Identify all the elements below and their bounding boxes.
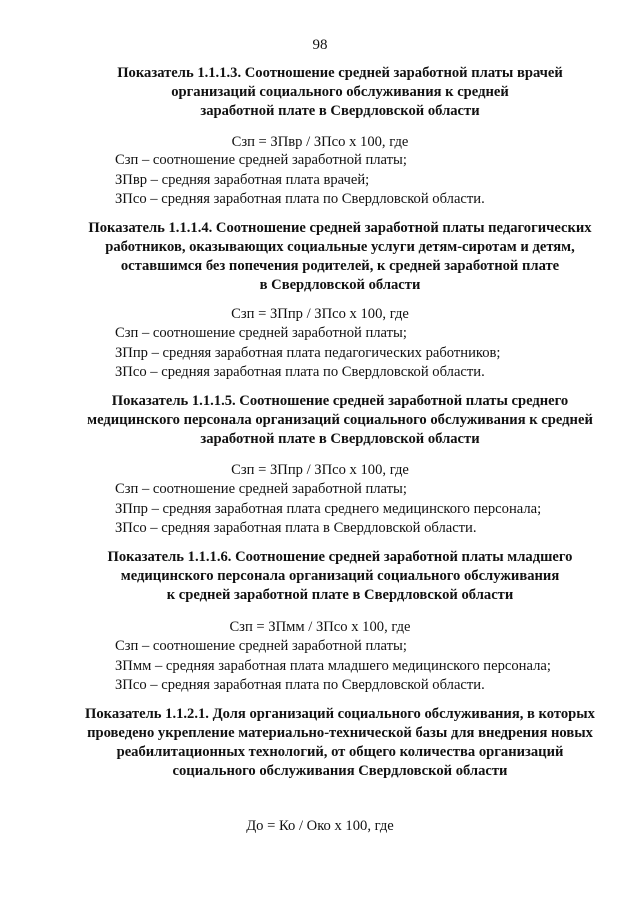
heading-line: проведено укрепление материально-технической базы для внедрения новых [87, 725, 593, 741]
definition-item: Сзп – соотношение средней заработной платы; [115, 325, 407, 341]
definition-item: ЗПсо – средняя заработная плата по Свердловской области. [115, 364, 485, 380]
definition-item: ЗПсо – средняя заработная плата в Свердловской области. [115, 520, 477, 536]
definition-item: ЗПпр – средняя заработная плата педагогических работников; [115, 344, 501, 361]
heading-line: в Свердловской области [259, 277, 421, 293]
page-number: 98 [312, 37, 328, 53]
heading-line: заработной плате в Свердловской области [200, 103, 480, 119]
indicator-heading-1-1-1-3 [70, 64, 610, 121]
definitions-list [115, 151, 485, 210]
definition-item: ЗПвр – средняя заработная плата врачей; [115, 171, 370, 188]
heading-line: оставшимся без попечения родителей, к средней заработной плате [120, 258, 560, 274]
heading-line: работников, оказывающих социальные услуги детям-сиротам и детям, [105, 239, 575, 255]
definition-item: ЗПсо – средняя заработная плата по Свердловской области. [115, 191, 485, 207]
heading-line: Показатель 1.1.1.3. Соотношение средней заработной платы врачей [117, 65, 563, 81]
indicator-heading-1-1-1-6 [70, 548, 610, 605]
heading-line: к средней заработной плате в Свердловской области [166, 587, 514, 603]
definition-item: ЗПпр – средняя заработная плата среднего медицинского персонала; [115, 500, 542, 517]
heading-line: Показатель 1.1.1.4. Соотношение средней заработной платы педагогических [88, 220, 592, 236]
heading-line: Показатель 1.1.1.6. Соотношение средней заработной платы младшего [107, 549, 573, 565]
formula: Сзп = ЗПвр / ЗПсо х 100, где [231, 134, 409, 150]
heading-line: Показатель 1.1.2.1. Доля организаций социального обслуживания, в которых [85, 706, 595, 722]
heading-line: реабилитационных технологий, от общего количества организаций [116, 744, 564, 760]
heading-line: медицинского персонала организаций социального обслуживания к средней [87, 412, 593, 428]
definitions-list [115, 637, 551, 696]
indicator-heading-1-1-2-1 [70, 705, 610, 781]
definition-item: Сзп – соотношение средней заработной платы; [115, 152, 407, 168]
indicator-heading-1-1-1-5 [70, 392, 610, 449]
heading-line: социального обслуживания Свердловской области [172, 763, 508, 779]
formula: Сзп = ЗПпр / ЗПсо х 100, где [231, 462, 409, 478]
definition-item: ЗПсо – средняя заработная плата по Свердловской области. [115, 677, 485, 693]
indicator-heading-1-1-1-4 [70, 219, 610, 295]
definition-item: ЗПмм – средняя заработная плата младшего медицинского персонала; [115, 657, 551, 674]
heading-line: Показатель 1.1.1.5. Соотношение средней заработной платы среднего [111, 393, 569, 409]
heading-line: организаций социального обслуживания к средней [171, 84, 509, 100]
formula: До = Ко / Око х 100, где [246, 818, 394, 834]
formula: Сзп = ЗПпр / ЗПсо х 100, где [231, 306, 409, 322]
heading-line: заработной плате в Свердловской области [200, 431, 480, 447]
heading-line: медицинского персонала организаций социального обслуживания [120, 568, 560, 584]
definition-item: Сзп – соотношение средней заработной платы; [115, 481, 407, 497]
definitions-list [115, 324, 500, 383]
definition-item: Сзп – соотношение средней заработной платы; [115, 638, 407, 654]
definitions-list [115, 480, 541, 539]
formula: Сзп = ЗПмм / ЗПсо х 100, где [229, 619, 411, 635]
